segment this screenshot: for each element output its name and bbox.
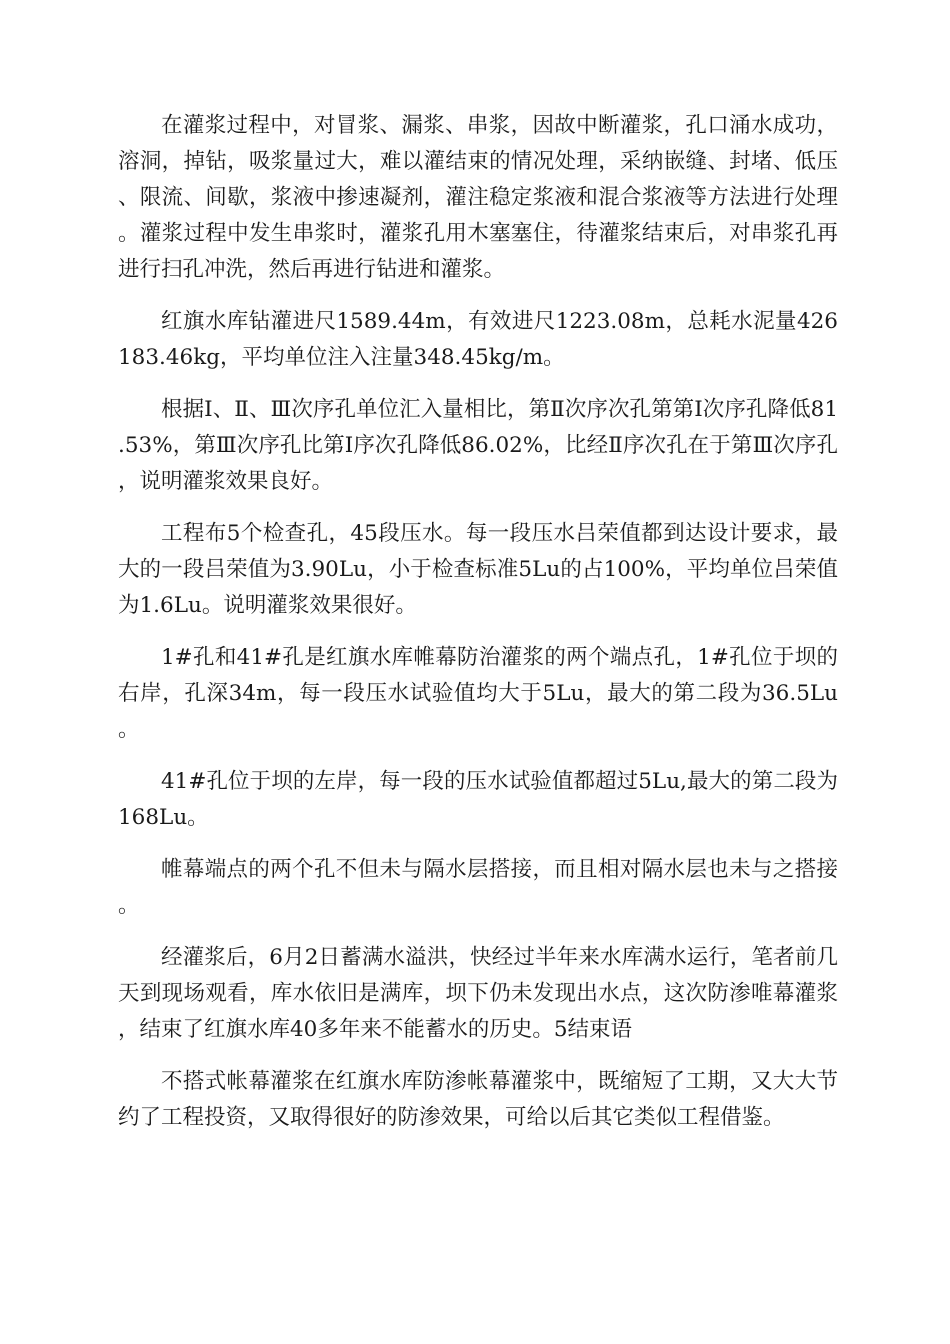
paragraph-endpoint-holes: 1#孔和41#孔是红旗水库帷幕防治灌浆的两个端点孔，1#孔位于坝的右岸，孔深34m，每一段压水试验值均大于5Lu，最大的第二段为36.5Lu。 [118, 645, 838, 742]
paragraph-inspection-holes: 工程布5个检查孔，45段压水。每一段压水吕荣值都到达设计要求，最大的一段吕荣值为3.90Lu，小于检查标准5Lu的占100%，平均单位吕荣值为1.6Lu。说明灌浆效果很好。 [118, 521, 838, 618]
document-body [118, 108, 838, 1152]
paragraph-grouting-process: 在灌浆过程中，对冒浆、漏浆、串浆，因故中断灌浆，孔口涌水成功，溶洞，掉钻，吸浆量过大，难以灌结束的情况处理，采纳嵌缝、封堵、低压、限流、间歇，浆液中掺速凝剂，灌注稳定浆液和混合浆液等方法进行处理。灌浆过程中发生串浆时，灌浆孔用木塞塞住，待灌浆结束后，对串浆孔再进行扫孔冲洗，然后再进行钻进和灌浆。 [118, 113, 838, 282]
paragraph-conclusion: 不搭式帐幕灌浆在红旗水库防渗帐幕灌浆中，既缩短了工期，又大大节约了工程投资，又取得很好的防渗效果，可给以后其它类似工程借鉴。 [118, 1069, 838, 1130]
paragraph-sequence-comparison: 根据Ⅰ、Ⅱ、Ⅲ次序孔单位汇入量相比，第Ⅱ次序次孔第第Ⅰ次序孔降低81.53%，第Ⅲ次序孔比第Ⅰ序次孔降低86.02%，比经Ⅱ序次孔在于第Ⅲ次序孔，说明灌浆效果良好。 [118, 397, 838, 494]
paragraph-drilling-statistics: 红旗水库钻灌进尺1589.44m，有效进尺1223.08m，总耗水泥量426183.46kg，平均单位注入注量348.45kg/m。 [118, 309, 838, 370]
paragraph-hole-41: 41#孔位于坝的左岸，每一段的压水试验值都超过5Lu,最大的第二段为168Lu。 [118, 769, 838, 830]
paragraph-results: 经灌浆后，6月2日蓄满水溢洪，快经过半年来水库满水运行，笔者前几天到现场观看，库水依旧是满库，坝下仍未发现出水点，这次防渗唯幕灌浆，结束了红旗水库40多年来不能蓄水的历史。5结束语 [118, 945, 838, 1042]
paragraph-curtain-endpoints: 帷幕端点的两个孔不但未与隔水层搭接，而且相对隔水层也未与之搭接。 [118, 857, 838, 918]
